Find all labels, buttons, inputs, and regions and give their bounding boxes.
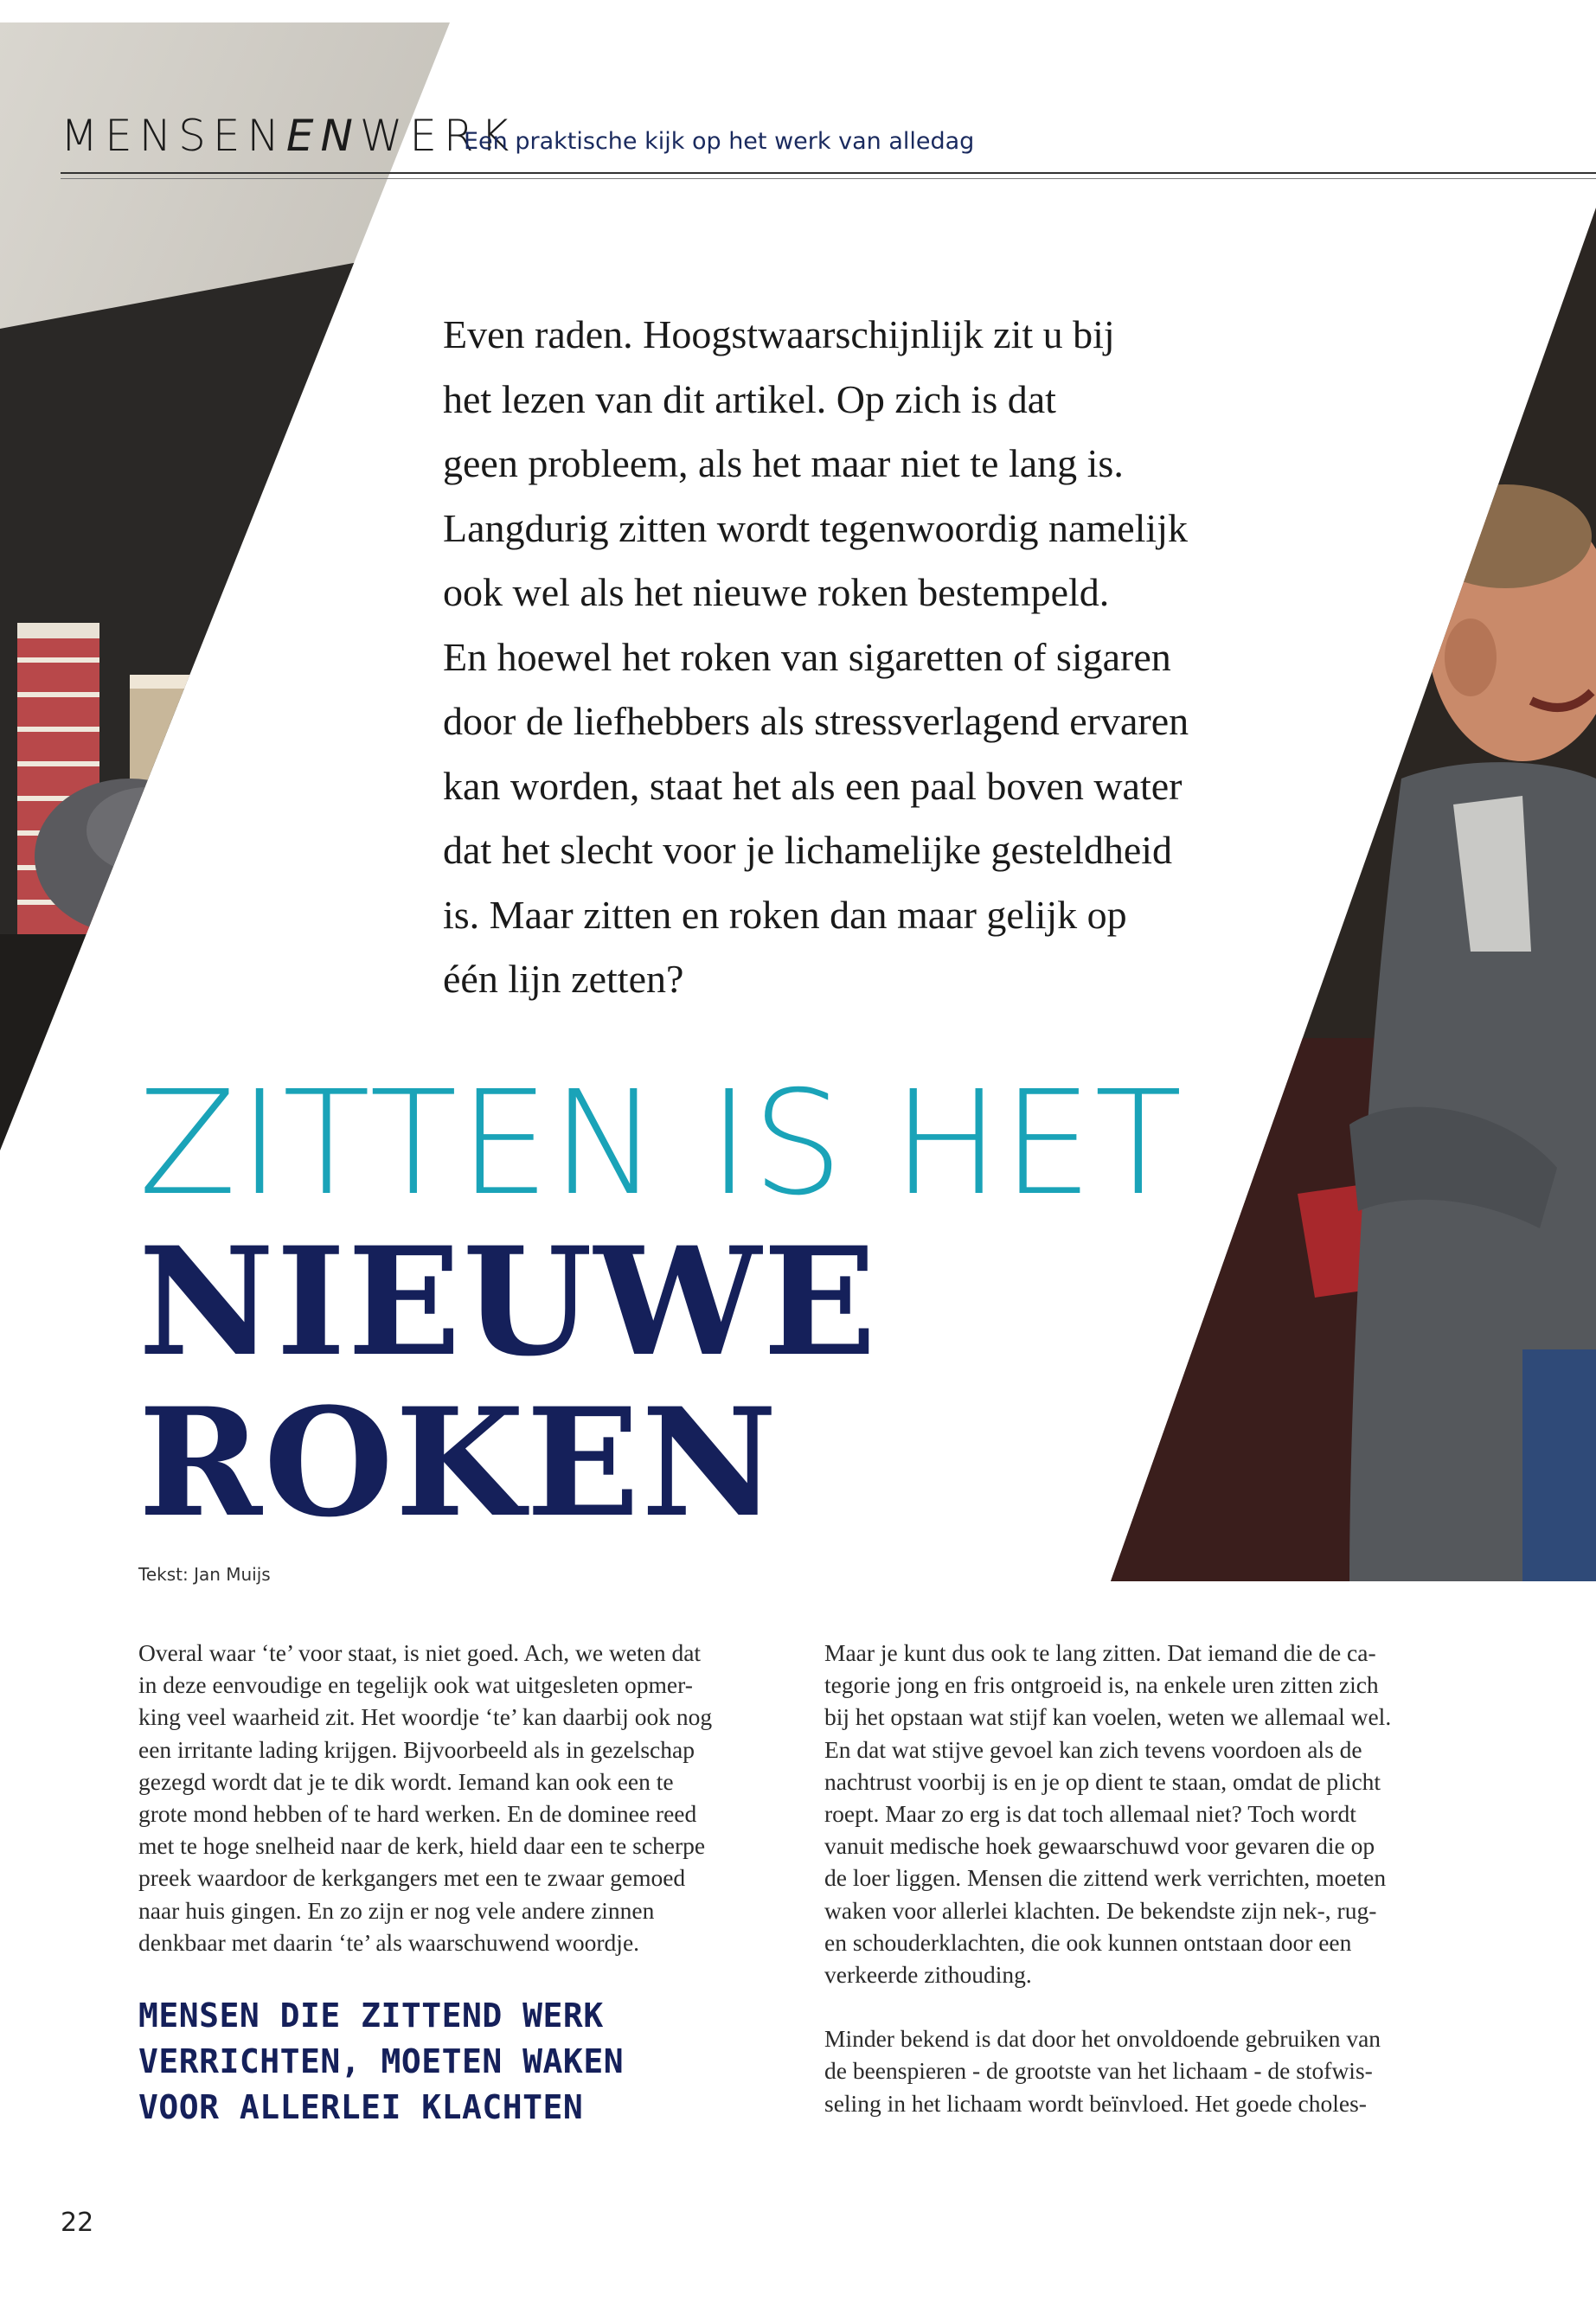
body-line: met te hoge snelheid naar de kerk, hield daar een te scherpe (138, 1832, 706, 1860)
body-line: En dat wat stijve gevoel kan zich tevens voordoen als de (824, 1735, 1362, 1763)
body-line: in deze eenvoudige en tegelijk ook wat uitgesleten opmer- (138, 1671, 693, 1699)
body-line: nachtrust voorbij is en je op dient te staan, omdat de plicht (824, 1767, 1381, 1795)
body-line: een irritante lading krijgen. Bijvoorbeeld als in gezelschap (138, 1735, 695, 1763)
body-line: denkbaar met daarin ‘te’ als waarschuwend woordje. (138, 1928, 640, 1956)
intro-line: door de liefhebbers als stressverlagend ervaren (443, 699, 1189, 743)
page-number: 22 (61, 2208, 94, 2238)
body-line: preek waardoor de kerkgangers met een te zwaar gemoed (138, 1864, 686, 1892)
pull-quote-line: MENSEN DIE ZITTEND WERK (138, 1997, 604, 2035)
section-name-part: WERK (359, 111, 516, 161)
body-line: Minder bekend is dat door het onvoldoende gebruiken van (824, 2025, 1381, 2053)
body-line: vanuit medische hoek gewaarschuwd voor gevaren die op (824, 1832, 1375, 1860)
intro-line: dat het slecht voor je lichamelijke gesteldheid (443, 828, 1173, 872)
intro-line: kan worden, staat het als een paal boven water (443, 763, 1183, 808)
intro-paragraph (443, 303, 1308, 1012)
intro-line: En hoewel het roken van sigaretten of sigaren (443, 634, 1171, 679)
section-name-italic: EN (285, 111, 360, 161)
body-line: verkeerde zithouding. (824, 1961, 1032, 1989)
body-line: tegorie jong en fris ontgroeid is, na enkele uren zitten zich (824, 1671, 1379, 1699)
body-line: waken voor allerlei klachten. De bekendste zijn nek-, rug- (824, 1896, 1377, 1924)
header-rule (61, 178, 1596, 179)
body-line: bij het opstaan wat stijf kan voelen, weten we allemaal wel. (824, 1703, 1392, 1731)
body-line: king veel waarheid zit. Het woordje ‘te’ kan daarbij ook nog (138, 1703, 713, 1731)
intro-line: ook wel als het nieuwe roken bestempeld. (443, 570, 1110, 614)
pull-quote (138, 1993, 624, 2131)
intro-line: één lijn zetten? (443, 957, 684, 1001)
intro-line: Even raden. Hoogstwaarschijnlijk zit u bij (443, 312, 1115, 356)
body-line: de beenspieren - de grootste van het lichaam - de stofwis- (824, 2057, 1373, 2085)
byline: Tekst: Jan Muijs (138, 1564, 271, 1585)
paragraph-gap (824, 1990, 1482, 2022)
section-name (61, 111, 516, 161)
body-line: en schouderklachten, die ook kunnen ontstaan door een (824, 1928, 1352, 1956)
header-rule (61, 172, 1596, 174)
body-column-right (824, 1637, 1482, 2119)
body-line: grote mond hebben of te hard werken. En de dominee reed (138, 1800, 697, 1828)
intro-line: het lezen van dit artikel. Op zich is dat (443, 376, 1056, 421)
headline-bold (138, 1214, 879, 1550)
section-tagline: Een praktische kijk op het werk van alledag (464, 128, 975, 155)
body-line: roept. Maar zo erg is dat toch allemaal niet? Toch wordt (824, 1800, 1356, 1828)
headline-line-2: NIEUWE (138, 1214, 879, 1389)
body-line: de loer liggen. Mensen die zittend werk verrichten, moeten (824, 1864, 1387, 1892)
pull-quote-line: VOOR ALLERLEI KLACHTEN (138, 2088, 584, 2126)
body-line: gezegd wordt dat je te dik wordt. Iemand kan ook een te (138, 1767, 674, 1795)
headline-line-1: ZITTEN IS HET (138, 1061, 1184, 1227)
intro-line: geen probleem, als het maar niet te lang is. (443, 441, 1124, 485)
body-line: seling in het lichaam wordt beïnvloed. Het goede choles- (824, 2089, 1367, 2117)
body-line: Maar je kunt dus ook te lang zitten. Dat iemand die de ca- (824, 1639, 1376, 1666)
intro-line: Langdurig zitten wordt tegenwoordig namelijk (443, 505, 1188, 550)
intro-line: is. Maar zitten en roken dan maar gelijk op (443, 892, 1127, 937)
body-line: Overal waar ‘te’ voor staat, is niet goed. Ach, we weten dat (138, 1639, 702, 1666)
headline-line-3: ROKEN (138, 1375, 779, 1550)
pull-quote-line: VERRICHTEN, MOETEN WAKEN (138, 2042, 625, 2080)
section-name-part: MENSEN (61, 111, 286, 161)
body-line: naar huis gingen. En zo zijn er nog vele andere zinnen (138, 1896, 655, 1924)
body-column-left (138, 1637, 761, 1958)
